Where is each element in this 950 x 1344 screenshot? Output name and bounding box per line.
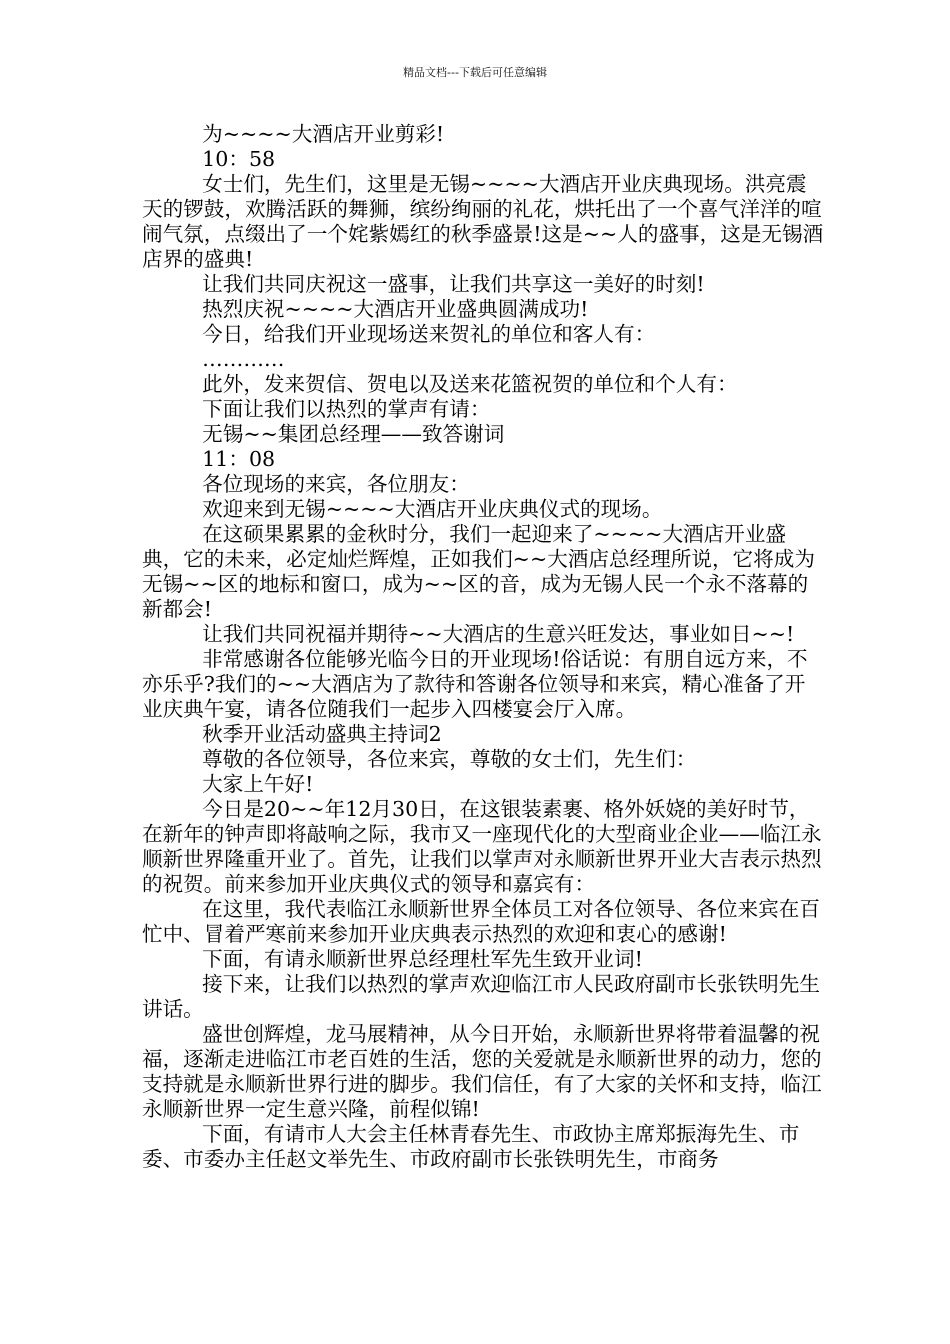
paragraph: 大家上午好! (202, 772, 314, 796)
page-header: 精品文档---下载后可任意编辑 (403, 66, 547, 79)
paragraph: 接下来，让我们以热烈的掌声欢迎临江市人民政府副市长张铁明先生讲话。 (142, 972, 820, 1021)
paragraph: 10：58 (202, 147, 276, 171)
paragraph: 今日是20~~年12月30日，在这银装素裹、格外妖娆的美好时节，在新年的钟声即将敲响之际，我市又一座现代化的大型商业企业——临江永顺新世界隆重开业了。首先，让我们以掌声对永顺新世界开业大吉表示热烈的祝贺。前来参加开业庆典仪式的领导和嘉宾有： (142, 797, 822, 896)
paragraph: 各位现场的来宾，各位朋友： (202, 472, 470, 496)
paragraph: 今日，给我们开业现场送来贺礼的单位和客人有： (202, 322, 656, 346)
paragraph: 下面让我们以热烈的掌声有请： (202, 397, 491, 421)
paragraph: 欢迎来到无锡~~~~大酒店开业庆典仪式的现场。 (202, 497, 663, 521)
paragraph: 为~~~~大酒店开业剪彩! (202, 122, 445, 146)
paragraph: 在这硕果累累的金秋时分，我们一起迎来了~~~~大酒店开业盛典，它的未来，必定灿烂辉煌，正如我们~~大酒店总经理所说，它将成为无锡~~区的地标和窗口，成为~~区的音，成为无锡人民一个永不落幕的新都会! (142, 522, 815, 621)
paragraph: 女士们，先生们，这里是无锡~~~~大酒店开业庆典现场。洪亮震天的锣鼓，欢腾活跃的舞狮，缤纷绚丽的礼花，烘托出了一个喜气洋洋的喧闹气氛，点缀出了一个姹紫嫣红的秋季盛景!这是~~人的盛事，这是无锡酒店界的盛典! (142, 172, 824, 271)
paragraph: 让我们共同庆祝这一盛事，让我们共享这一美好的时刻! (202, 272, 705, 296)
paragraph: 非常感谢各位能够光临今日的开业现场!俗话说：有朋自远方来，不亦乐乎?我们的~~大酒店为了款待和答谢各位领导和来宾，精心准备了开业庆典午宴，请各位随我们一起步入四楼宴会厅入席。 (142, 647, 808, 721)
paragraph: 下面，有请市人大会主任林青春先生、市政协主席郑振海先生、市委、市委办主任赵文举先生、市政府副市长张铁明先生，市商务 (142, 1122, 800, 1171)
paragraph: 尊敬的各位领导，各位来宾，尊敬的女士们，先生们： (202, 747, 697, 771)
paragraph: 11：08 (202, 447, 276, 471)
paragraph: 无锡~~集团总经理——致答谢词 (202, 422, 505, 446)
document-body (142, 122, 824, 1172)
paragraph: 让我们共同祝福并期待~~大酒店的生意兴旺发达，事业如日~~! (202, 622, 795, 646)
paragraph: 在这里，我代表临江永顺新世界全体员工对各位领导、各位来宾在百忙中、冒着严寒前来参加开业庆典表示热烈的欢迎和衷心的感谢! (142, 897, 820, 946)
paragraph: 盛世创辉煌，龙马展精神，从今日开始，永顺新世界将带着温馨的祝福，逐渐走进临江市老百姓的生活，您的关爱就是永顺新世界的动力，您的支持就是永顺新世界行进的脚步。我们信任，有了大家的关怀和支持，临江永顺新世界一定生意兴隆，前程似锦! (142, 1022, 822, 1121)
paragraph: 热烈庆祝~~~~大酒店开业盛典圆满成功! (202, 297, 589, 321)
paragraph: 下面，有请永顺新世界总经理杜军先生致开业词! (202, 947, 643, 971)
paragraph: 此外，发来贺信、贺电以及送来花篮祝贺的单位和个人有： (202, 372, 738, 396)
paragraph: ………… (202, 347, 285, 371)
paragraph: 秋季开业活动盛典主持词2 (202, 722, 442, 746)
